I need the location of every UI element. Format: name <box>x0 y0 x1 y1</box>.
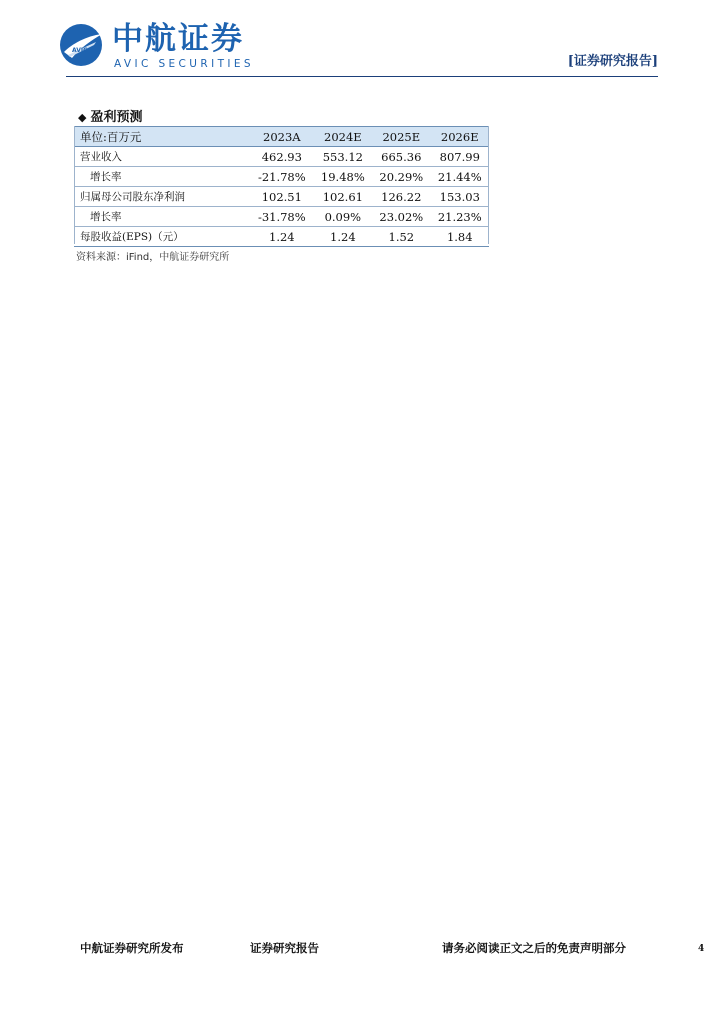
row-label: 增长率 <box>74 207 250 227</box>
page-number: 4 <box>698 944 705 954</box>
table-cell: 21.44% <box>431 167 489 187</box>
table-cell: 1.24 <box>250 227 314 247</box>
data-source-note: 资料来源：iFind，中航证券研究所 <box>76 252 230 263</box>
table-cell: 21.23% <box>431 207 489 227</box>
table-row <box>74 167 489 187</box>
unit-header: 单位:百万元 <box>74 127 250 147</box>
earnings-forecast-table <box>74 126 489 247</box>
table-cell: 0.09% <box>314 207 372 227</box>
column-header: 2025E <box>372 127 430 147</box>
table-cell: -21.78% <box>250 167 314 187</box>
footer-disclaimer: 请务必阅读正文之后的免责声明部分 <box>442 941 626 955</box>
section-title-text: 盈利预测 <box>90 110 143 125</box>
table-cell: 153.03 <box>431 187 489 207</box>
table-cell: 807.99 <box>431 147 489 167</box>
column-header: 2026E <box>431 127 489 147</box>
section-title <box>78 106 142 125</box>
table-cell: 553.12 <box>314 147 372 167</box>
row-label: 营业收入 <box>74 147 250 167</box>
table-cell: 23.02% <box>372 207 430 227</box>
table-cell: 1.52 <box>372 227 430 247</box>
table-cell: 665.36 <box>372 147 430 167</box>
report-type-tag: [证券研究报告] <box>567 54 658 69</box>
logo-english: AVIC SECURITIES <box>114 58 254 70</box>
row-label: 增长率 <box>74 167 250 187</box>
table-header-row <box>74 127 489 147</box>
table-cell: 126.22 <box>372 187 430 207</box>
table-row <box>74 227 489 247</box>
column-header: 2023A <box>250 127 314 147</box>
avic-logo-icon <box>58 22 104 68</box>
footer-publisher: 中航证券研究所发布 <box>80 941 184 955</box>
table-cell: 102.61 <box>314 187 372 207</box>
page-header <box>58 20 658 80</box>
column-header: 2024E <box>314 127 372 147</box>
table-cell: 102.51 <box>250 187 314 207</box>
logo-chinese: 中航证券 <box>112 21 244 57</box>
table-cell: 20.29% <box>372 167 430 187</box>
table-cell: 19.48% <box>314 167 372 187</box>
footer-report-type: 证券研究报告 <box>250 941 319 955</box>
table-row <box>74 147 489 167</box>
table-row <box>74 187 489 207</box>
table-cell: 462.93 <box>250 147 314 167</box>
row-label: 归属母公司股东净利润 <box>74 187 250 207</box>
table-cell: -31.78% <box>250 207 314 227</box>
table-cell: 1.24 <box>314 227 372 247</box>
diamond-bullet-icon: ◆ <box>78 111 87 124</box>
header-divider <box>66 76 658 77</box>
logo-badge-text: AVIC <box>72 47 88 54</box>
row-label: 每股收益(EPS)（元） <box>74 227 250 247</box>
table-cell: 1.84 <box>431 227 489 247</box>
table-row <box>74 207 489 227</box>
